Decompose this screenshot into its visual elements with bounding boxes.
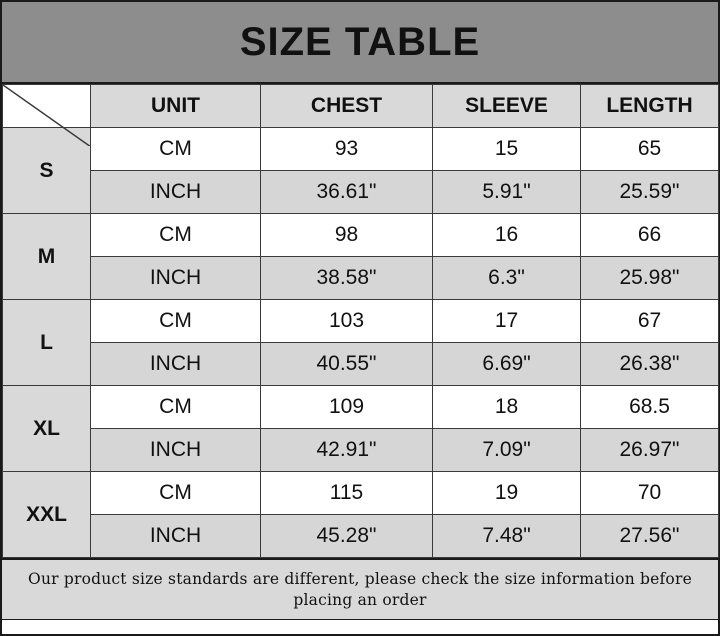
table-row	[3, 257, 719, 300]
size-label: S	[3, 128, 91, 214]
cell-length-cm: 66	[581, 214, 719, 257]
footer-strip	[2, 620, 718, 634]
title-bar	[2, 2, 718, 84]
table-row	[3, 343, 719, 386]
cell-chest-inch: 38.58"	[261, 257, 433, 300]
unit-label-cm: CM	[91, 128, 261, 171]
column-header-length: LENGTH	[581, 85, 719, 128]
cell-chest-cm: 98	[261, 214, 433, 257]
table-row	[3, 472, 719, 515]
size-table	[2, 84, 719, 558]
cell-sleeve-cm: 18	[433, 386, 581, 429]
table-row	[3, 171, 719, 214]
cell-sleeve-inch: 6.3"	[433, 257, 581, 300]
unit-label-inch: INCH	[91, 171, 261, 214]
unit-label-inch: INCH	[91, 515, 261, 558]
unit-label-inch: INCH	[91, 429, 261, 472]
cell-length-cm: 70	[581, 472, 719, 515]
cell-sleeve-cm: 16	[433, 214, 581, 257]
diagonal-divider-icon	[3, 85, 90, 146]
table-row	[3, 300, 719, 343]
size-note-banner	[2, 558, 718, 620]
cell-chest-inch: 45.28"	[261, 515, 433, 558]
unit-label-cm: CM	[91, 214, 261, 257]
table-header-row	[3, 85, 719, 128]
cell-length-inch: 26.97"	[581, 429, 719, 472]
column-header-sleeve: SLEEVE	[433, 85, 581, 128]
unit-label-cm: CM	[91, 300, 261, 343]
cell-sleeve-inch: 7.09"	[433, 429, 581, 472]
unit-label-inch: INCH	[91, 257, 261, 300]
page-title: SIZE TABLE	[239, 19, 481, 64]
cell-chest-cm: 115	[261, 472, 433, 515]
size-label: M	[3, 214, 91, 300]
cell-chest-inch: 36.61"	[261, 171, 433, 214]
size-note-text: Our product size standards are different, please check the size information before placing an order	[28, 569, 692, 609]
cell-length-inch: 25.98"	[581, 257, 719, 300]
cell-sleeve-cm: 17	[433, 300, 581, 343]
table-row	[3, 128, 719, 171]
column-header-chest: CHEST	[261, 85, 433, 128]
unit-label-cm: CM	[91, 472, 261, 515]
cell-length-inch: 26.38"	[581, 343, 719, 386]
cell-chest-cm: 93	[261, 128, 433, 171]
cell-chest-cm: 109	[261, 386, 433, 429]
cell-length-cm: 67	[581, 300, 719, 343]
cell-sleeve-inch: 6.69"	[433, 343, 581, 386]
table-row	[3, 386, 719, 429]
size-label: XL	[3, 386, 91, 472]
size-label: XXL	[3, 472, 91, 558]
table-row	[3, 429, 719, 472]
cell-chest-inch: 42.91"	[261, 429, 433, 472]
unit-label-cm: CM	[91, 386, 261, 429]
cell-sleeve-inch: 7.48"	[433, 515, 581, 558]
size-label: L	[3, 300, 91, 386]
cell-chest-cm: 103	[261, 300, 433, 343]
cell-chest-inch: 40.55"	[261, 343, 433, 386]
table-row	[3, 515, 719, 558]
corner-cell	[3, 85, 91, 128]
table-row	[3, 214, 719, 257]
unit-label-inch: INCH	[91, 343, 261, 386]
cell-length-inch: 25.59"	[581, 171, 719, 214]
cell-sleeve-cm: 19	[433, 472, 581, 515]
cell-length-cm: 68.5	[581, 386, 719, 429]
cell-sleeve-inch: 5.91"	[433, 171, 581, 214]
cell-length-cm: 65	[581, 128, 719, 171]
column-header-unit: UNIT	[91, 85, 261, 128]
cell-length-inch: 27.56"	[581, 515, 719, 558]
cell-sleeve-cm: 15	[433, 128, 581, 171]
